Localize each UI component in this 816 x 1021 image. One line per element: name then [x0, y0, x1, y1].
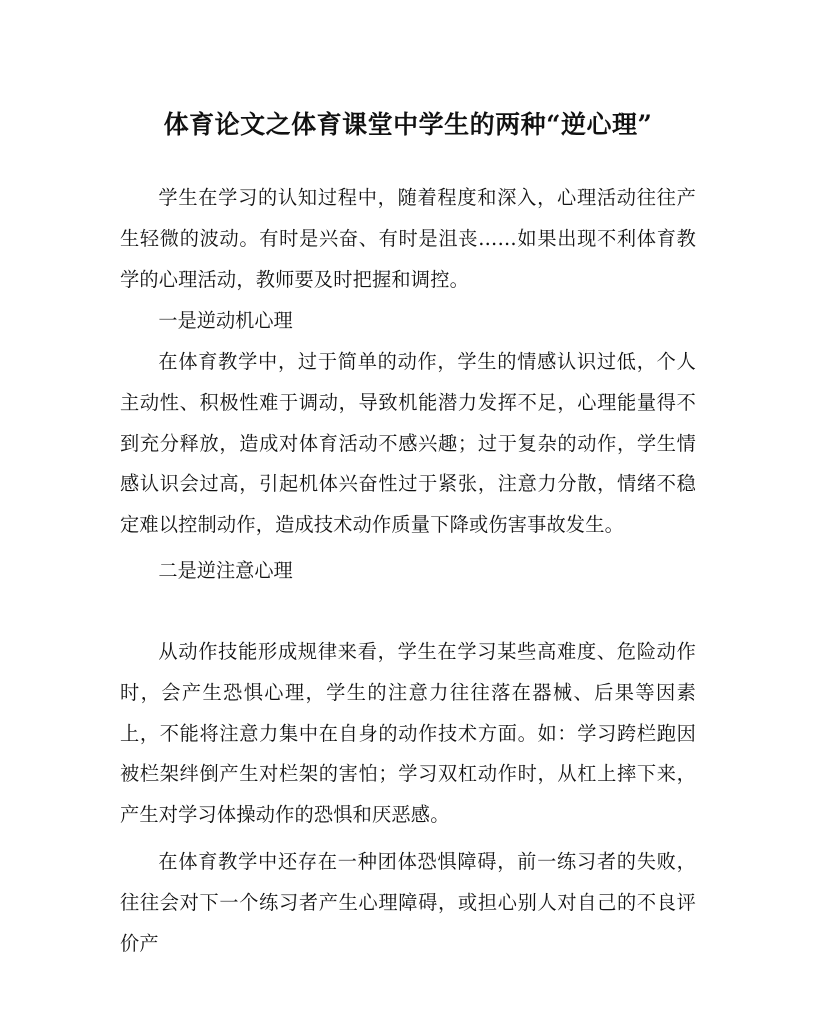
document-title: 体育论文之体育课堂中学生的两种“逆心理” — [163, 110, 653, 139]
paragraph-group-fear: 在体育教学中还存在一种团体恐惧障碍，前一练习者的失败，往往会对下一个练习者产生心理障碍，或担心别人对自己的不良评价产 — [120, 850, 696, 955]
paragraph-attention: 从动作技能形成规律来看，学生在学习某些高难度、危险动作时，会产生恐惧心理，学生的注意力往往落在器械、后果等因素上，不能将注意力集中在自身的动作技术方面。如：学习跨栏跑因被栏架绊倒产生对栏架的害怕；学习双杠动作时，从杠上摔下来，产生对学习体操动作的恐惧和厌恶感。 — [120, 640, 696, 827]
section-heading-1: 一是逆动机心理 — [158, 309, 293, 332]
section-heading-2: 二是逆注意心理 — [158, 559, 293, 582]
paragraph-motivation: 在体育教学中，过于简单的动作，学生的情感认识过低，个人主动性、积极性难于调动，导致机能潜力发挥不足，心理能量得不到充分释放，造成对体育活动不感兴趣；过于复杂的动作，学生情感认识会过高，引起机体兴奋性过于紧张，注意力分散，情绪不稳定难以控制动作，造成技术动作质量下降或伤害事故发生。 — [120, 350, 696, 537]
paragraph-intro: 学生在学习的认知过程中，随着程度和深入，心理活动往往产生轻微的波动。有时是兴奋、有时是沮丧……如果出现不利体育教学的心理活动，教师要及时把握和调控。 — [120, 186, 696, 291]
